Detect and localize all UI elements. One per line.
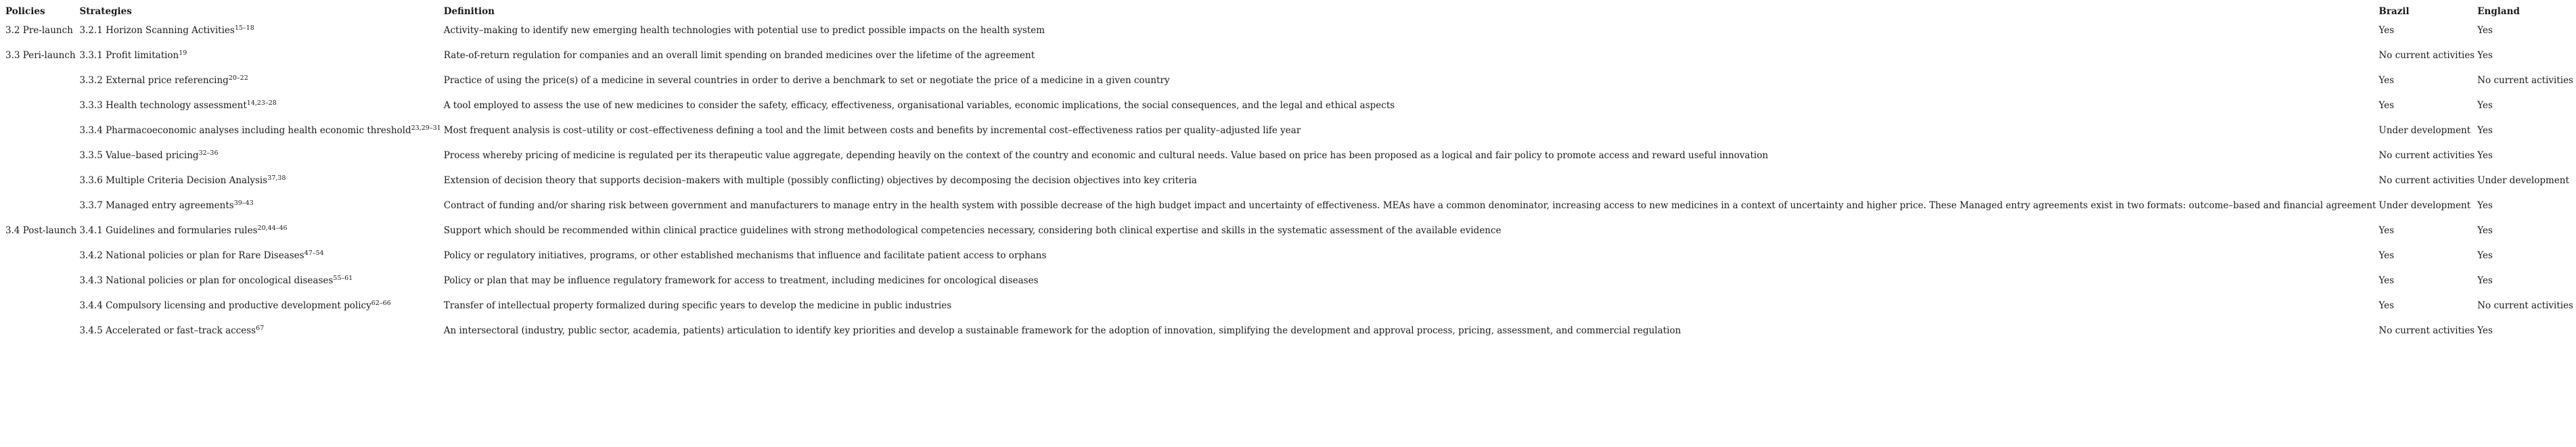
england-cell: Yes <box>2477 250 2493 261</box>
england-cell: Yes <box>2477 275 2493 286</box>
strategy-text: 3.4.4 Compulsory licensing and productive development policy <box>79 300 371 311</box>
strategy-text: 3.2.1 Horizon Scanning Activities <box>79 25 235 36</box>
policy-cell <box>5 70 79 95</box>
header-row <box>5 5 2576 20</box>
brazil-cell: Yes <box>2378 100 2395 111</box>
brazil-cell: Yes <box>2378 225 2395 236</box>
strategy-cell <box>79 170 443 195</box>
policy-cell <box>5 195 79 220</box>
strategy-text: 3.4.3 National policies or plan for oncological diseases <box>79 275 334 286</box>
england-cell: Yes <box>2477 325 2493 336</box>
table-row <box>5 20 2576 45</box>
england-cell: Yes <box>2477 25 2493 36</box>
strategy-cell <box>79 220 443 245</box>
table-row <box>5 321 2576 346</box>
strategy-text: 3.4.1 Guidelines and formularies rules <box>79 225 258 236</box>
table-body <box>5 20 2576 346</box>
england-cell: Yes <box>2477 150 2493 161</box>
table-row <box>5 245 2576 270</box>
strategy-cell <box>79 270 443 296</box>
definition-cell: A tool employed to assess the use of new medicines to consider the safety, efficacy, effectiveness, organisational variables, economic implications, the social consequences, and the legal and ethical aspects <box>443 100 1395 111</box>
brazil-cell: No current activities <box>2378 175 2475 186</box>
table-row <box>5 120 2576 145</box>
reference-superscript: 23,29–31 <box>411 124 441 132</box>
policy-cell <box>5 170 79 195</box>
header-strategies: Strategies <box>79 6 132 17</box>
header-definition: Definition <box>443 6 495 17</box>
policy-cell: 3.2 Pre-launch <box>5 25 73 36</box>
table-row <box>5 220 2576 245</box>
table-row <box>5 270 2576 296</box>
england-cell: Yes <box>2477 50 2493 61</box>
strategy-cell <box>79 45 443 70</box>
brazil-cell: Yes <box>2378 250 2395 261</box>
brazil-cell: No current activities <box>2378 150 2475 161</box>
strategy-cell <box>79 195 443 220</box>
brazil-cell: Yes <box>2378 25 2395 36</box>
strategy-cell <box>79 296 443 321</box>
reference-superscript: 47–54 <box>304 250 324 257</box>
strategy-text: 3.3.1 Profit limitation <box>79 50 179 61</box>
brazil-cell: Under development <box>2378 200 2471 211</box>
definition-cell: Rate-of-return regulation for companies and an overall limit spending on branded medicines over the lifetime of the agreement <box>443 50 1035 61</box>
policy-cell <box>5 145 79 170</box>
england-cell: Yes <box>2477 200 2493 211</box>
policy-cell <box>5 321 79 346</box>
definition-cell: Transfer of intellectual property formalized during specific years to develop the medicine in public industries <box>443 300 952 311</box>
strategy-cell <box>79 120 443 145</box>
table-row <box>5 45 2576 70</box>
reference-superscript: 15–18 <box>234 24 254 32</box>
brazil-cell: No current activities <box>2378 325 2475 336</box>
england-cell: Yes <box>2477 225 2493 236</box>
strategy-cell <box>79 70 443 95</box>
policy-cell: 3.3 Peri-launch <box>5 50 76 61</box>
policy-cell <box>5 245 79 270</box>
table-row <box>5 145 2576 170</box>
strategy-cell <box>79 95 443 120</box>
brazil-cell: No current activities <box>2378 50 2475 61</box>
strategy-text: 3.3.2 External price referencing <box>79 75 229 86</box>
table-row <box>5 296 2576 321</box>
definition-cell: Practice of using the price(s) of a medicine in several countries in order to derive a benchmark to set or negotiate the price of a medicine in a given country <box>443 75 1170 86</box>
reference-superscript: 20,44–46 <box>257 225 288 232</box>
strategy-text: 3.3.4 Pharmacoeconomic analyses including health economic threshold <box>79 125 411 136</box>
strategy-cell <box>79 20 443 45</box>
policy-cell <box>5 270 79 296</box>
brazil-cell: Yes <box>2378 75 2395 86</box>
definition-cell: Most frequent analysis is cost–utility or cost–effectiveness defining a tool and the limit between costs and benefits by incremental cost–effectiveness ratios per quality–adjusted life year <box>443 125 1301 136</box>
definition-cell: Process whereby pricing of medicine is regulated per its therapeutic value aggregate, depending heavily on the context of the country and economic and cultural needs. Value based on price has been proposed as a logical and fair policy to promote access and reward useful innovation <box>443 150 1769 161</box>
policy-strategies-table <box>5 5 2576 346</box>
definition-cell: Policy or plan that may be influence regulatory framework for access to treatment, including medicines for oncological diseases <box>443 275 1039 286</box>
table-row <box>5 170 2576 195</box>
reference-superscript: 37,38 <box>267 174 286 182</box>
definition-cell: Support which should be recommended within clinical practice guidelines with strong methodological competencies necessary, considering both clinical expertise and skills in the systematic assessment of the available evidence <box>443 225 1501 236</box>
reference-superscript: 39–43 <box>233 199 254 207</box>
reference-superscript: 55–61 <box>333 275 353 282</box>
reference-superscript: 20–22 <box>228 74 248 82</box>
definition-cell: Contract of funding and/or sharing risk between government and manufacturers to manage entry in the health system with possible decrease of the high budget impact and uncertainty of effectiveness. MEAs have a common denominator, increasing access to new medicines in a context of uncertainty and higher price. These Managed entry agreements exist in two formats: outcome–based and financial agreement <box>443 200 2376 211</box>
policy-cell: 3.4 Post-launch <box>5 225 77 236</box>
brazil-cell: Yes <box>2378 275 2395 286</box>
england-cell: No current activities <box>2477 75 2573 86</box>
england-cell: Yes <box>2477 125 2493 136</box>
policy-cell <box>5 120 79 145</box>
reference-superscript: 32–36 <box>198 149 219 157</box>
strategy-text: 3.3.5 Value–based pricing <box>79 150 199 161</box>
england-cell: Under development <box>2477 175 2569 186</box>
table-row <box>5 95 2576 120</box>
strategy-cell <box>79 321 443 346</box>
strategy-text: 3.3.7 Managed entry agreements <box>79 200 234 211</box>
brazil-cell: Under development <box>2378 125 2471 136</box>
strategy-text: 3.3.3 Health technology assessment <box>79 100 247 111</box>
reference-superscript: 19 <box>179 49 187 57</box>
definition-cell: An intersectoral (industry, public sector, academia, patients) articulation to identify key priorities and develop a sustainable framework for the adoption of innovation, simplifying the development and approval process, pricing, assessment, and commercial regulation <box>443 325 1681 336</box>
definition-cell: Policy or regulatory initiatives, programs, or other established mechanisms that influence and facilitate patient access to orphans <box>443 250 1047 261</box>
header-policies: Policies <box>5 6 45 17</box>
header-brazil: Brazil <box>2378 6 2410 17</box>
header-england: England <box>2477 6 2520 17</box>
table-row <box>5 70 2576 95</box>
table-row <box>5 195 2576 220</box>
policy-cell <box>5 95 79 120</box>
reference-superscript: 67 <box>256 325 265 332</box>
brazil-cell: Yes <box>2378 300 2395 311</box>
strategy-text: 3.4.2 National policies or plan for Rare Diseases <box>79 250 304 261</box>
england-cell: No current activities <box>2477 300 2573 311</box>
strategy-text: 3.4.5 Accelerated or fast–track access <box>79 325 256 336</box>
strategy-cell <box>79 145 443 170</box>
reference-superscript: 14,23–28 <box>246 99 277 107</box>
reference-superscript: 62–66 <box>371 300 391 307</box>
england-cell: Yes <box>2477 100 2493 111</box>
definition-cell: Activity–making to identify new emerging health technologies with potential use to predict possible impacts on the health system <box>443 25 1045 36</box>
strategy-text: 3.3.6 Multiple Criteria Decision Analysis <box>79 175 268 186</box>
strategy-cell <box>79 245 443 270</box>
definition-cell: Extension of decision theory that supports decision–makers with multiple (possibly conflicting) objectives by decomposing the decision objectives into key criteria <box>443 175 1197 186</box>
policy-cell <box>5 296 79 321</box>
